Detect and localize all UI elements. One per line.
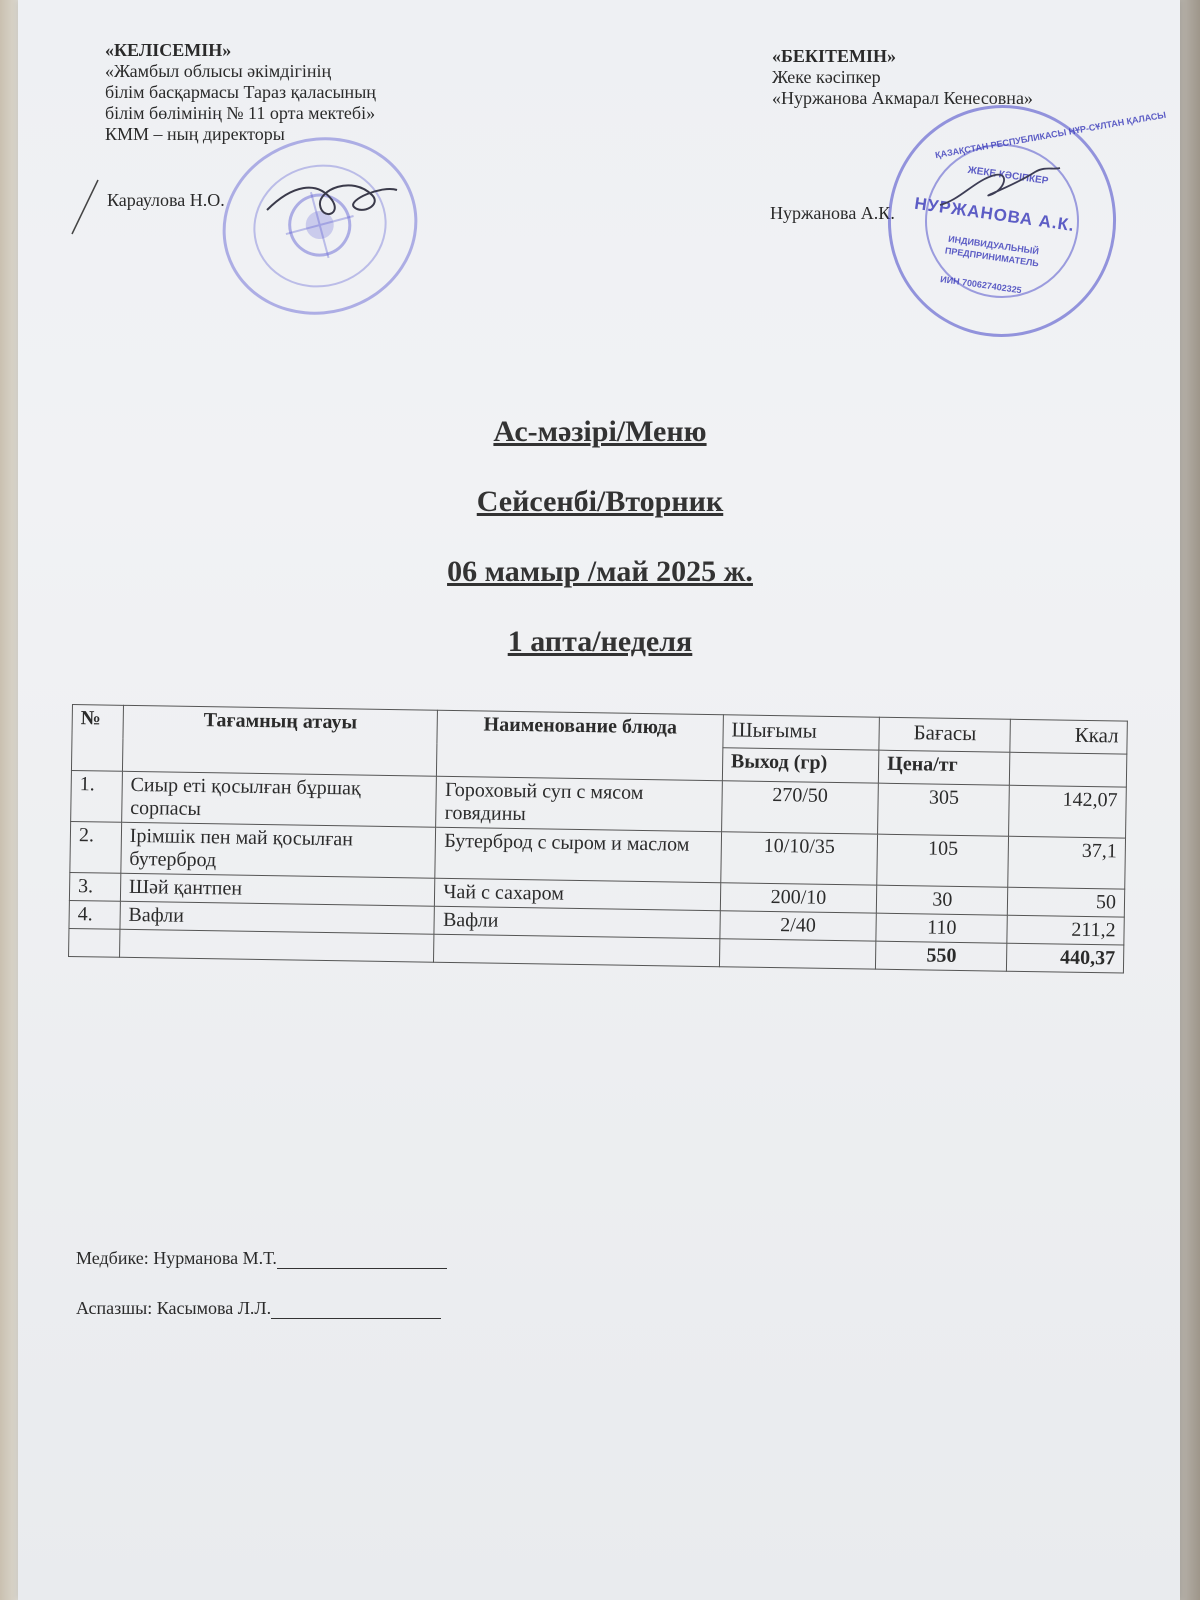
header-name-ru: Наименование блюда: [437, 710, 723, 780]
signature-scribble-left: [262, 165, 402, 235]
approval-line: білім бөлімінің № 11 орта мектебі»: [105, 103, 376, 123]
header-num: №: [71, 705, 123, 772]
cell-name-ru: Чай с сахаром: [435, 878, 721, 910]
cell-price: 30: [876, 885, 1008, 915]
title-menu: Ас-мәзірі/Меню: [493, 415, 707, 448]
approval-line: білім басқармасы Тараз қаласының: [105, 82, 376, 102]
approval-heading-left: «КЕЛІСЕМІН»: [105, 40, 232, 60]
title-day: Сейсенбі/Вторник: [476, 485, 724, 518]
approval-block-right: [772, 46, 1033, 109]
nurse-signature-line: [76, 1248, 447, 1269]
signer-right: Нуржанова А.К.: [770, 203, 895, 223]
cell-name-ru: Вафли: [434, 906, 720, 938]
approval-line: «Нуржанова Акмарал Кенесовна»: [772, 88, 1033, 108]
cell-blank: [434, 934, 720, 966]
cell-blank: [719, 939, 876, 969]
cell-num: 4.: [69, 900, 120, 929]
signer-left: Караулова Н.О.: [107, 190, 225, 210]
slash-mark: [68, 178, 108, 238]
total-price: 550: [876, 941, 1008, 971]
cell-price: 305: [878, 783, 1010, 836]
approval-line: «Жамбыл облысы әкімдігінің: [105, 61, 332, 81]
cell-price: 110: [876, 913, 1008, 943]
header-kcal-blank: [1010, 752, 1127, 787]
stamp-center-name: НУРЖАНОВА А.К.: [913, 193, 1077, 236]
cell-name-kk: Вафли: [120, 901, 435, 934]
approval-line: Жеке кәсіпкер: [772, 67, 881, 87]
title-week: 1 апта/неделя: [507, 625, 693, 658]
cell-kcal: 37,1: [1008, 836, 1125, 889]
cell-name-ru: Бутерброд с сыром и маслом: [435, 827, 721, 882]
header-kcal: Ккал: [1010, 719, 1127, 754]
cook-signature-line: [76, 1298, 441, 1319]
header-output-ru: Выход (гр): [722, 748, 879, 783]
cell-name-kk: Сиыр еті қосылған бұршақ сорпасы: [121, 771, 436, 827]
cell-blank: [69, 928, 120, 957]
nurse-label: Медбике: Нурманова М.Т.: [76, 1248, 277, 1268]
stamp-center-top: ЖЕКЕ КӘСІПКЕР: [966, 164, 1049, 187]
cell-num: 3.: [69, 872, 120, 901]
cell-num: 2.: [70, 821, 122, 873]
menu-table: [68, 704, 1128, 974]
header-price-kk: Бағасы: [879, 717, 1011, 752]
stamp-iin: ИИН 700627402325: [939, 274, 1023, 296]
cell-blank: [119, 929, 434, 962]
cell-output: 2/40: [720, 911, 877, 941]
cell-num: 1.: [71, 770, 123, 822]
header-price-ru: Цена/тг: [878, 750, 1010, 785]
cell-name-kk: Шәй қантпен: [120, 873, 435, 906]
signature-scribble-right: [935, 160, 1065, 220]
stamp-ring-text: ҚАЗАҚСТАН РЕСПУБЛИКАСЫ НҰР-СҰЛТАН ҚАЛАСЫ: [934, 109, 1167, 161]
approval-line: КММ – ның директоры: [105, 124, 285, 144]
cell-kcal: 211,2: [1007, 915, 1124, 945]
cell-output: 270/50: [721, 781, 878, 834]
cell-kcal: 142,07: [1009, 785, 1126, 838]
cell-name-ru: Гороховый суп с мясом говядины: [436, 776, 722, 831]
header-output-kk: Шығымы: [723, 715, 880, 750]
signature-blank: [277, 1252, 447, 1269]
total-kcal: 440,37: [1007, 943, 1124, 973]
approval-heading-right: «БЕКІТЕМІН»: [772, 46, 896, 66]
cell-output: 10/10/35: [721, 832, 878, 885]
approval-block-left: [105, 40, 376, 145]
signature-blank: [271, 1302, 441, 1319]
stamp-center-bottom: ИНДИВИДУАЛЬНЫЙ ПРЕДПРИНИМАТЕЛЬ: [944, 233, 1040, 269]
cell-name-kk: Ірімшік пен май қосылған бутерброд: [121, 822, 436, 878]
cell-price: 105: [877, 834, 1009, 887]
cell-kcal: 50: [1008, 887, 1125, 917]
header-name-kk: Тағамның атауы: [122, 705, 438, 776]
title-date: 06 мамыр /май 2025 ж.: [447, 555, 753, 588]
cook-label: Аспазшы: Касымова Л.Л.: [76, 1298, 272, 1318]
cell-output: 200/10: [720, 883, 877, 913]
title-block: [0, 415, 1200, 695]
